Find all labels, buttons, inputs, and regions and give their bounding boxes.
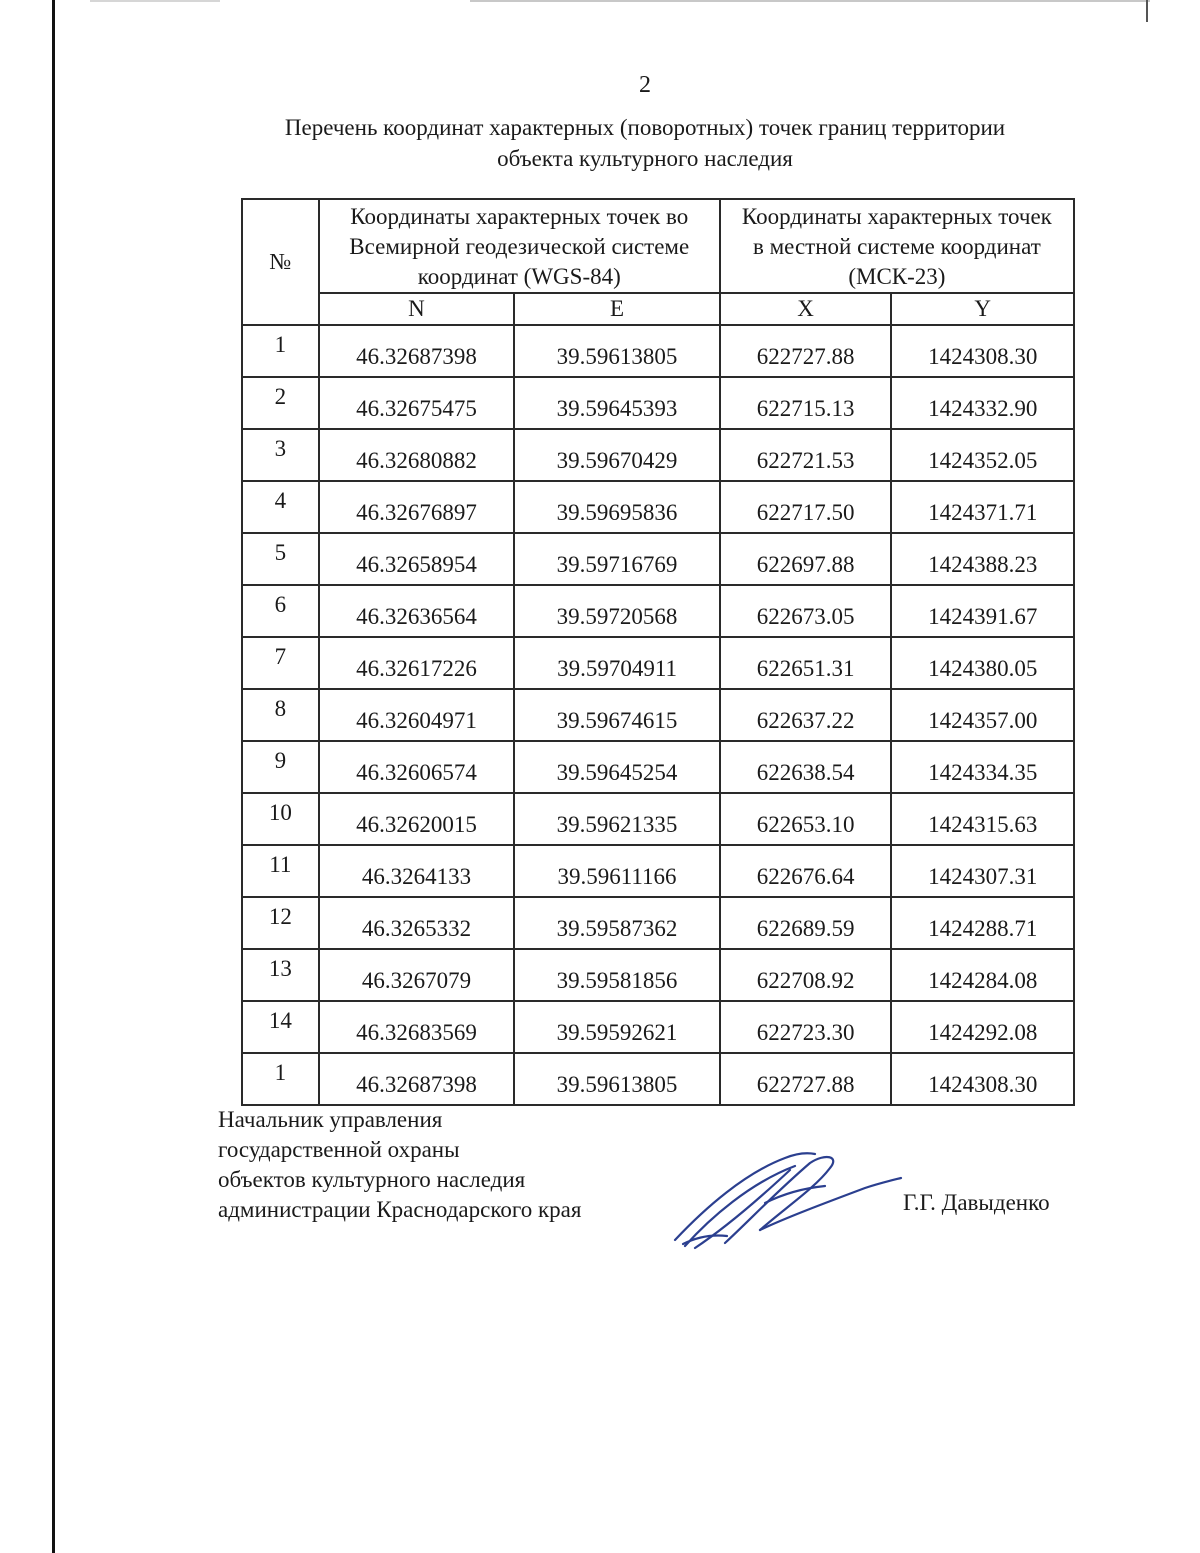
- cell-e: 39.59581856: [514, 949, 720, 1001]
- table-header-row: [242, 199, 1074, 293]
- coordinates-table: [241, 198, 1075, 1106]
- cell-y: 1424357.00: [891, 689, 1074, 741]
- cell-point-number: 1: [242, 325, 319, 377]
- column-group-wgs84: Координаты характерных точек во Всемирной геодезической системе координат (WGS-84): [319, 199, 720, 293]
- cell-x: 622638.54: [720, 741, 892, 793]
- cell-y: 1424292.08: [891, 1001, 1074, 1053]
- cell-x: 622727.88: [720, 325, 892, 377]
- column-header-number: №: [242, 199, 319, 325]
- cell-y: 1424308.30: [891, 1053, 1074, 1105]
- table-row: [242, 689, 1074, 741]
- cell-y: 1424380.05: [891, 637, 1074, 689]
- scan-border-right: [1146, 0, 1148, 22]
- cell-n: 46.3267079: [319, 949, 515, 1001]
- cell-x: 622653.10: [720, 793, 892, 845]
- cell-x: 622721.53: [720, 429, 892, 481]
- cell-e: 39.59720568: [514, 585, 720, 637]
- cell-x: 622676.64: [720, 845, 892, 897]
- cell-y: 1424388.23: [891, 533, 1074, 585]
- cell-y: 1424352.05: [891, 429, 1074, 481]
- cell-point-number: 2: [242, 377, 319, 429]
- cell-n: 46.3265332: [319, 897, 515, 949]
- cell-point-number: 9: [242, 741, 319, 793]
- cell-n: 46.32683569: [319, 1001, 515, 1053]
- cell-n: 46.32676897: [319, 481, 515, 533]
- handwritten-signature: [665, 1148, 905, 1258]
- cell-e: 39.59716769: [514, 533, 720, 585]
- cell-point-number: 5: [242, 533, 319, 585]
- cell-point-number: 1: [242, 1053, 319, 1105]
- scan-border-top: [470, 0, 1150, 2]
- table-row: [242, 585, 1074, 637]
- column-header-e: E: [514, 293, 720, 325]
- cell-x: 622717.50: [720, 481, 892, 533]
- cell-n: 46.32687398: [319, 1053, 515, 1105]
- cell-x: 622697.88: [720, 533, 892, 585]
- cell-e: 39.59611166: [514, 845, 720, 897]
- cell-e: 39.59645393: [514, 377, 720, 429]
- table-row: [242, 741, 1074, 793]
- cell-point-number: 4: [242, 481, 319, 533]
- cell-n: 46.32606574: [319, 741, 515, 793]
- table-row: [242, 377, 1074, 429]
- cell-e: 39.59587362: [514, 897, 720, 949]
- cell-e: 39.59674615: [514, 689, 720, 741]
- column-header-n: N: [319, 293, 515, 325]
- cell-x: 622689.59: [720, 897, 892, 949]
- scan-border-top-left: [90, 0, 220, 2]
- column-header-y: Y: [891, 293, 1074, 325]
- cell-y: 1424284.08: [891, 949, 1074, 1001]
- cell-y: 1424371.71: [891, 481, 1074, 533]
- cell-x: 622715.13: [720, 377, 892, 429]
- cell-x: 622727.88: [720, 1053, 892, 1105]
- table-row: [242, 897, 1074, 949]
- cell-e: 39.59645254: [514, 741, 720, 793]
- cell-point-number: 11: [242, 845, 319, 897]
- cell-n: 46.32680882: [319, 429, 515, 481]
- document-title: [200, 112, 1090, 174]
- cell-x: 622673.05: [720, 585, 892, 637]
- table-row: [242, 793, 1074, 845]
- position-line: объектов культурного наследия: [218, 1167, 526, 1192]
- position-line: государственной охраны: [218, 1137, 460, 1162]
- table-row: [242, 325, 1074, 377]
- cell-e: 39.59592621: [514, 1001, 720, 1053]
- table-row: [242, 949, 1074, 1001]
- cell-x: 622723.30: [720, 1001, 892, 1053]
- cell-n: 46.32687398: [319, 325, 515, 377]
- cell-n: 46.32658954: [319, 533, 515, 585]
- signatory-name: Г.Г. Давыденко: [903, 1190, 1050, 1215]
- cell-e: 39.59613805: [514, 325, 720, 377]
- cell-point-number: 8: [242, 689, 319, 741]
- cell-y: 1424332.90: [891, 377, 1074, 429]
- cell-point-number: 12: [242, 897, 319, 949]
- page-number: 2: [639, 72, 651, 98]
- cell-n: 46.3264133: [319, 845, 515, 897]
- table-body: [242, 325, 1074, 1105]
- table-row: [242, 1001, 1074, 1053]
- cell-point-number: 7: [242, 637, 319, 689]
- table-row: [242, 1053, 1074, 1105]
- cell-x: 622651.31: [720, 637, 892, 689]
- cell-n: 46.32620015: [319, 793, 515, 845]
- table-row: [242, 533, 1074, 585]
- cell-y: 1424334.35: [891, 741, 1074, 793]
- cell-point-number: 13: [242, 949, 319, 1001]
- cell-point-number: 6: [242, 585, 319, 637]
- cell-e: 39.59704911: [514, 637, 720, 689]
- cell-y: 1424307.31: [891, 845, 1074, 897]
- table-row: [242, 481, 1074, 533]
- title-line-2: объекта культурного наследия: [497, 146, 793, 171]
- cell-point-number: 10: [242, 793, 319, 845]
- title-line-1: Перечень координат характерных (поворотных) точек границ территории: [284, 115, 1006, 140]
- cell-x: 622637.22: [720, 689, 892, 741]
- column-header-x: X: [720, 293, 892, 325]
- position-line: Начальник управления: [218, 1107, 443, 1132]
- cell-n: 46.32675475: [319, 377, 515, 429]
- cell-y: 1424288.71: [891, 897, 1074, 949]
- table-row: [242, 845, 1074, 897]
- cell-point-number: 14: [242, 1001, 319, 1053]
- position-line: администрации Краснодарского края: [218, 1197, 582, 1222]
- cell-e: 39.59613805: [514, 1053, 720, 1105]
- scan-border-left: [52, 0, 55, 1553]
- column-group-msk23: Координаты характерных точек в местной системе координат (МСК-23): [720, 199, 1074, 293]
- cell-n: 46.32604971: [319, 689, 515, 741]
- cell-point-number: 3: [242, 429, 319, 481]
- cell-e: 39.59621335: [514, 793, 720, 845]
- cell-e: 39.59670429: [514, 429, 720, 481]
- cell-y: 1424391.67: [891, 585, 1074, 637]
- cell-n: 46.32636564: [319, 585, 515, 637]
- table-subheader-row: [242, 293, 1074, 325]
- cell-e: 39.59695836: [514, 481, 720, 533]
- table-row: [242, 429, 1074, 481]
- cell-x: 622708.92: [720, 949, 892, 1001]
- table-row: [242, 637, 1074, 689]
- cell-n: 46.32617226: [319, 637, 515, 689]
- signatory-position: [218, 1105, 581, 1225]
- cell-y: 1424315.63: [891, 793, 1074, 845]
- cell-y: 1424308.30: [891, 325, 1074, 377]
